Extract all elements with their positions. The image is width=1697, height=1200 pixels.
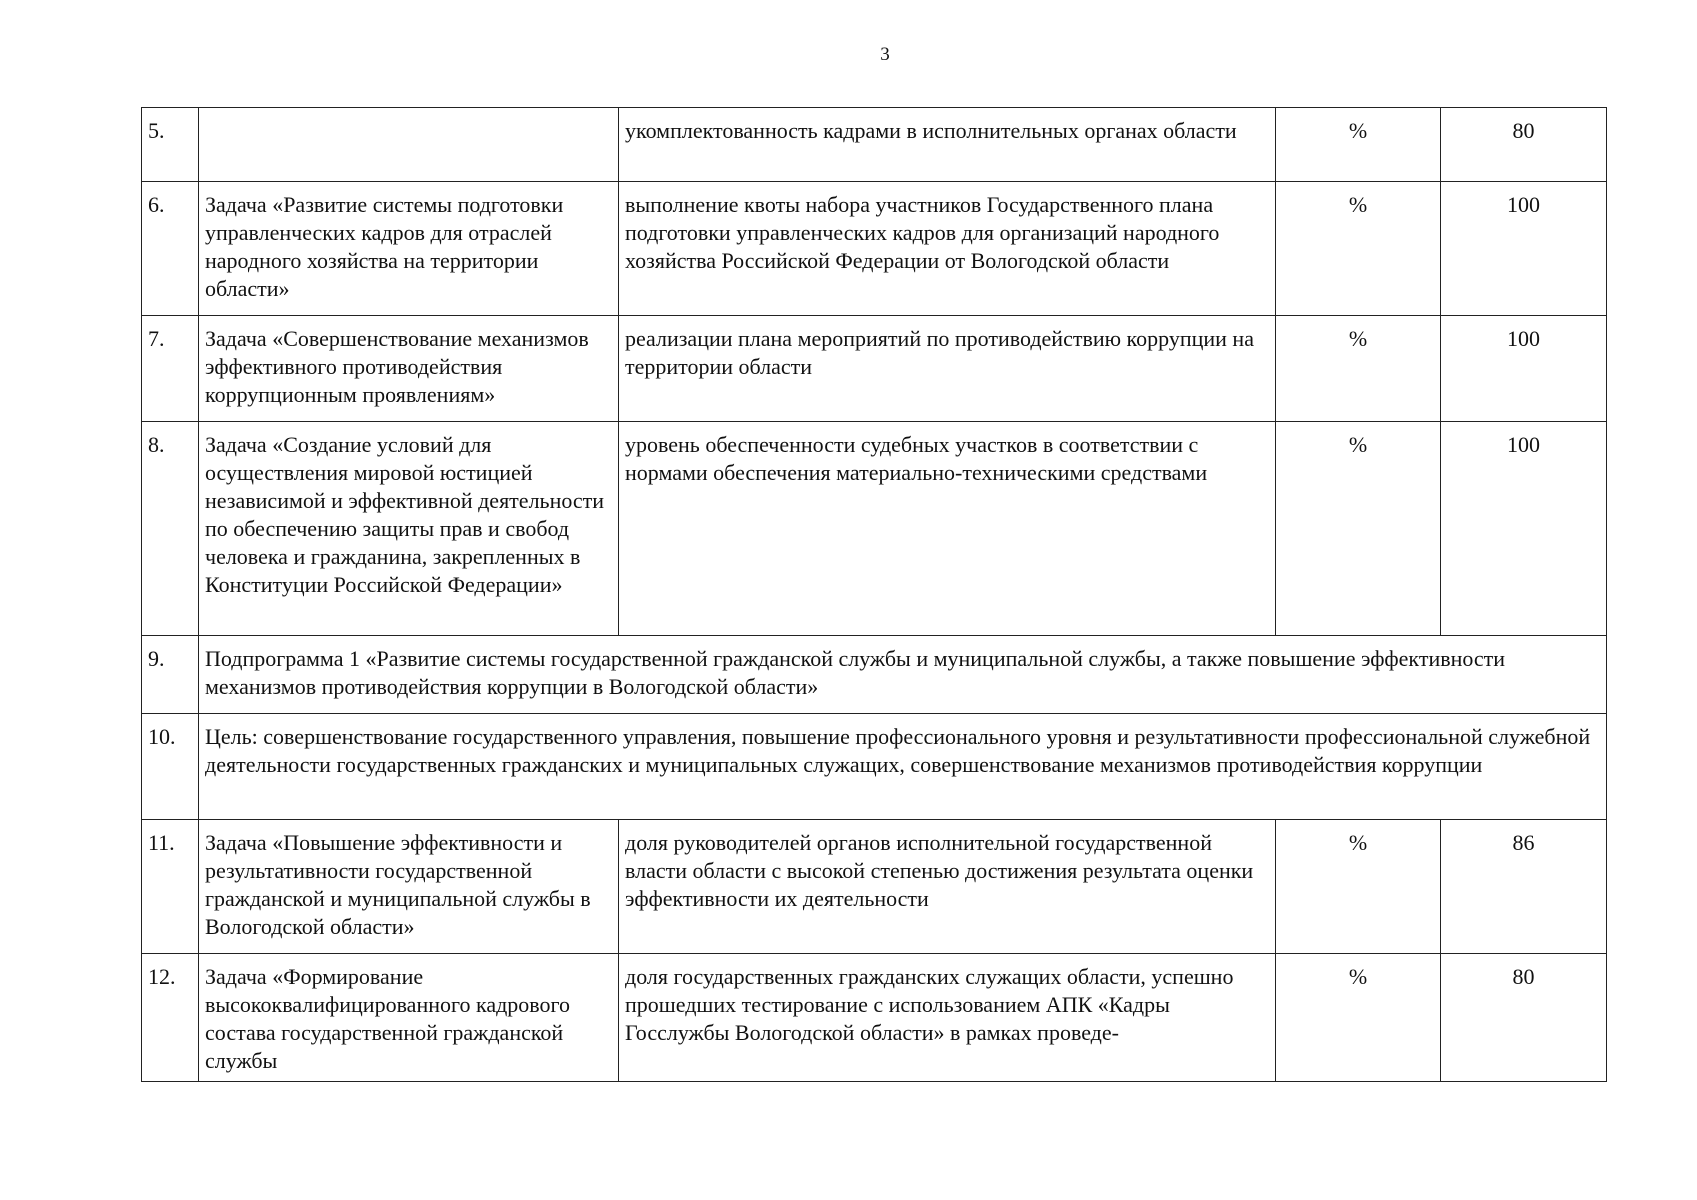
indicator-cell: доля руководителей органов исполнительной государственной власти области с высокой степенью достижения результата оценки эффективности их деятельности <box>619 820 1276 954</box>
value-cell: 100 <box>1441 316 1607 422</box>
indicator-cell: укомплектованность кадрами в исполнительных органах области <box>619 108 1276 182</box>
row-number: 8. <box>142 422 199 636</box>
indicator-cell: реализации плана мероприятий по противодействию коррупции на территории области <box>619 316 1276 422</box>
table-row <box>142 316 1607 422</box>
unit-cell: % <box>1276 820 1441 954</box>
task-cell: Задача «Создание условий для осуществления мировой юстицией независимой и эффективной деятельности по обеспечению защиты прав и свобод человека и гражданина, закрепленных в Конституции Российской Федерации» <box>199 422 619 636</box>
row-number: 12. <box>142 954 199 1082</box>
row-number: 6. <box>142 182 199 316</box>
indicator-cell: доля государственных гражданских служащих области, успешно прошедших тестирование с использованием АПК «Кадры Госслужбы Вологодской области» в рамках проведе- <box>619 954 1276 1082</box>
unit-cell: % <box>1276 422 1441 636</box>
row-number: 11. <box>142 820 199 954</box>
table-row <box>142 714 1607 820</box>
value-cell: 100 <box>1441 182 1607 316</box>
unit-cell: % <box>1276 954 1441 1082</box>
value-cell: 80 <box>1441 108 1607 182</box>
unit-cell: % <box>1276 182 1441 316</box>
unit-cell: % <box>1276 316 1441 422</box>
page-number: 3 <box>880 44 890 65</box>
table-row <box>142 422 1607 636</box>
unit-cell: % <box>1276 108 1441 182</box>
indicators-table <box>141 107 1607 1082</box>
task-cell <box>199 108 619 182</box>
table-row <box>142 954 1607 1082</box>
goal-cell: Цель: совершенствование государственного управления, повышение профессионального уровня и результативности профессиональной служебной деятельности государственных гражданских и муниципальных служащих, совершенствование механизмов противодействия коррупции <box>199 714 1607 820</box>
subprogram-cell: Подпрограмма 1 «Развитие системы государственной гражданской службы и муниципальной службы, а также повышение эффективности механизмов противодействия коррупции в Вологодской области» <box>199 636 1607 714</box>
row-number: 5. <box>142 108 199 182</box>
task-cell: Задача «Развитие системы подготовки управленческих кадров для отраслей народного хозяйства на территории области» <box>199 182 619 316</box>
indicator-cell: уровень обеспеченности судебных участков в соответствии с нормами обеспечения материально-техническими средствами <box>619 422 1276 636</box>
row-number: 10. <box>142 714 199 820</box>
value-cell: 100 <box>1441 422 1607 636</box>
value-cell: 80 <box>1441 954 1607 1082</box>
table-row <box>142 108 1607 182</box>
value-cell: 86 <box>1441 820 1607 954</box>
task-cell: Задача «Повышение эффективности и результативности государственной гражданской и муниципальной службы в Вологодской области» <box>199 820 619 954</box>
row-number: 9. <box>142 636 199 714</box>
table-row <box>142 636 1607 714</box>
table-row <box>142 182 1607 316</box>
task-cell: Задача «Формирование высококвалифицированного кадрового состава государственной гражданской службы <box>199 954 619 1082</box>
task-cell: Задача «Совершенствование механизмов эффективного противодействия коррупционным проявлениям» <box>199 316 619 422</box>
row-number: 7. <box>142 316 199 422</box>
indicator-cell: выполнение квоты набора участников Государственного плана подготовки управленческих кадров для организаций народного хозяйства Российской Федерации от Вологодской области <box>619 182 1276 316</box>
table-row <box>142 820 1607 954</box>
